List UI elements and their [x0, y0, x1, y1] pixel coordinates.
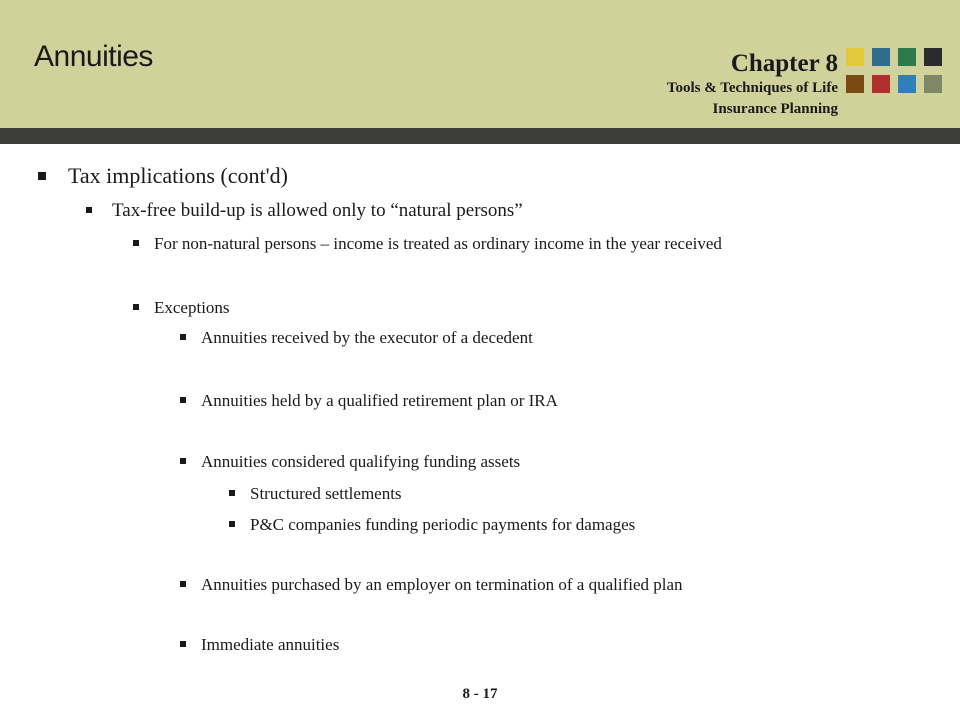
slide-title: Annuities — [34, 40, 153, 73]
square-bullet-icon — [133, 240, 139, 246]
bullet-exceptions — [133, 298, 230, 318]
square-bullet-icon — [180, 581, 186, 587]
chapter-subtitle-line2: Insurance Planning — [712, 101, 838, 117]
bullet-text: Annuities purchased by an employer on termination of a qualified plan — [201, 575, 683, 594]
bullet-text: Structured settlements — [250, 484, 402, 503]
bullet-tax-free-buildup — [86, 200, 523, 222]
bullet-funding-assets — [180, 452, 520, 472]
bullet-text: Annuities received by the executor of a decedent — [201, 328, 533, 347]
chapter-subtitle-line1: Tools & Techniques of Life — [666, 80, 838, 96]
bullet-text: Annuities considered qualifying funding assets — [201, 452, 521, 471]
bullet-text: Immediate annuities — [201, 635, 340, 654]
bullet-executor — [180, 328, 533, 348]
square-bullet-icon — [180, 334, 186, 340]
square-bullet-icon — [133, 304, 139, 310]
square-bullet-icon — [229, 490, 235, 496]
bullet-non-natural-persons — [133, 234, 722, 254]
bullet-text: For non-natural persons – income is treated as ordinary income in the year received — [154, 234, 722, 253]
bullet-qualified-plan — [180, 391, 558, 411]
bullet-structured-settlements — [229, 484, 402, 504]
square-bullet-icon — [180, 641, 186, 647]
bullet-text: P&C companies funding periodic payments for damages — [250, 515, 636, 534]
square-bullet-icon — [180, 397, 186, 403]
bullet-text: Tax implications (cont'd) — [68, 163, 288, 188]
square-bullet-icon — [38, 172, 46, 180]
square-bullet-icon — [229, 521, 235, 527]
bullet-pc-companies — [229, 515, 635, 535]
page-number: 8 - 17 — [462, 686, 498, 702]
bullet-immediate-annuities — [180, 635, 339, 655]
bullet-text: Annuities held by a qualified retirement plan or IRA — [201, 391, 558, 410]
chapter-title: Chapter 8 — [730, 50, 838, 77]
bullet-text: Tax-free build-up is allowed only to “natural persons” — [112, 200, 523, 221]
bullet-text: Exceptions — [154, 298, 230, 317]
bullet-tax-implications — [38, 163, 288, 189]
bullet-employer-termination — [180, 575, 683, 595]
square-bullet-icon — [180, 458, 186, 464]
square-bullet-icon — [86, 207, 92, 213]
